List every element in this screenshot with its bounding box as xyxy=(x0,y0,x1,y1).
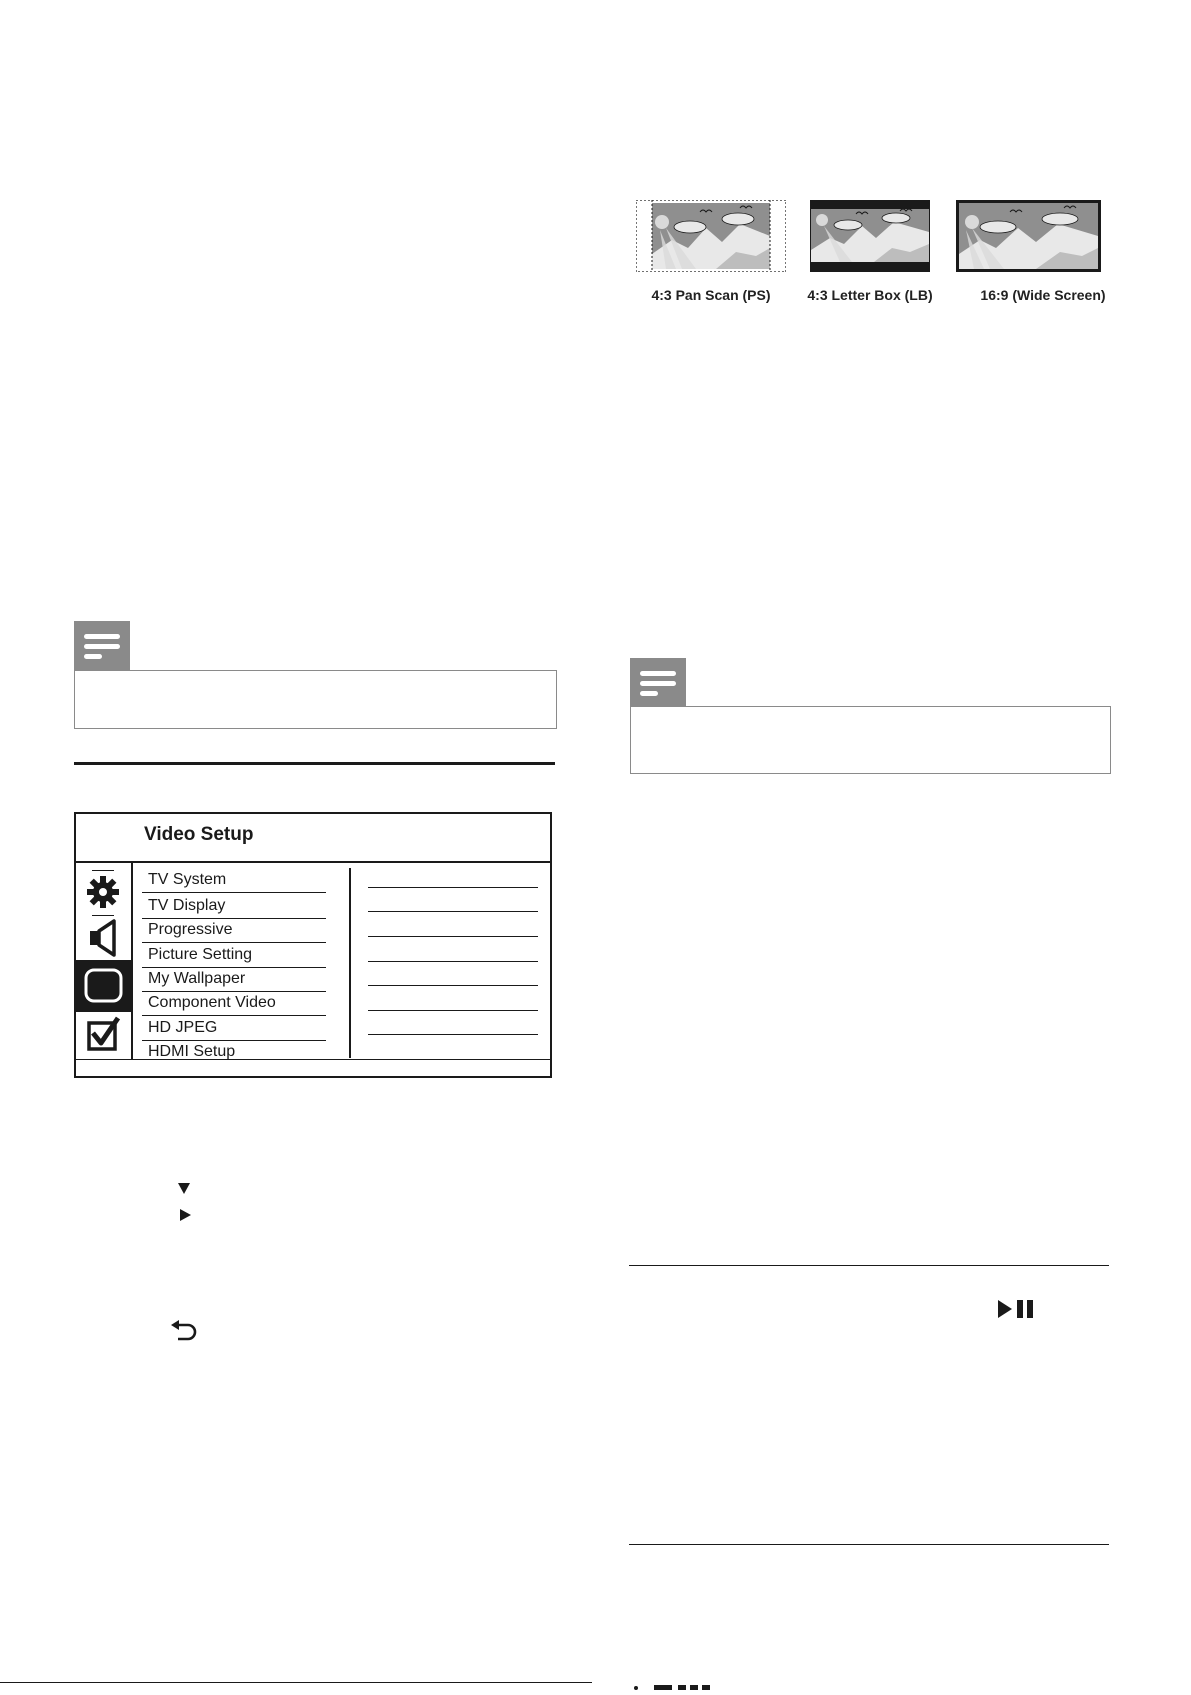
section-rule xyxy=(629,1265,1109,1266)
wide-screen-image xyxy=(956,200,1106,272)
gear-icon[interactable] xyxy=(76,874,131,910)
menu-item-tv-system[interactable] xyxy=(142,869,326,893)
menu-item-label: Progressive xyxy=(148,921,233,938)
back-icon xyxy=(170,1320,198,1347)
down-arrow-icon xyxy=(177,1181,191,1200)
section-rule xyxy=(74,762,555,765)
right-arrow-icon xyxy=(178,1208,192,1227)
checkbox-icon[interactable] xyxy=(76,1014,131,1056)
menu-item-hdmi-setup[interactable] xyxy=(142,1041,326,1065)
note-icon xyxy=(74,621,130,671)
speaker-icon[interactable] xyxy=(76,918,131,958)
menu-divider xyxy=(349,868,351,1058)
letter-box-caption: 4:3 Letter Box (LB) xyxy=(807,287,933,303)
page-footer-rule xyxy=(0,1682,592,1683)
menu-item-picture-setting[interactable] xyxy=(142,944,326,968)
video-icon[interactable] xyxy=(76,960,131,1012)
note-box xyxy=(630,706,1111,774)
video-setup-menu xyxy=(74,812,552,1078)
pan-scan-image xyxy=(636,200,786,272)
menu-item-underline xyxy=(142,892,326,893)
menu-item-label: Component Video xyxy=(148,994,276,1011)
menu-value-line xyxy=(368,1010,538,1011)
wide-screen-caption: 16:9 (Wide Screen) xyxy=(980,287,1106,303)
menu-item-underline xyxy=(142,1015,326,1016)
menu-item-tv-display[interactable] xyxy=(142,895,326,919)
menu-item-component-video[interactable] xyxy=(142,992,326,1016)
menu-item-hd-jpeg[interactable] xyxy=(142,1017,326,1041)
note-box xyxy=(74,670,557,729)
play-pause-icon xyxy=(997,1299,1037,1324)
pan-scan-caption: 4:3 Pan Scan (PS) xyxy=(651,287,771,303)
menu-divider xyxy=(76,861,550,863)
menu-item-label: TV Display xyxy=(148,897,226,914)
menu-value-line xyxy=(368,961,538,962)
menu-item-label: HD JPEG xyxy=(148,1019,218,1036)
menu-item-underline xyxy=(142,942,326,943)
menu-item-label: TV System xyxy=(148,871,227,888)
note-icon xyxy=(630,658,686,708)
menu-divider xyxy=(131,861,133,1059)
sidebar-separator xyxy=(92,870,114,871)
menu-value-line xyxy=(368,985,538,986)
menu-value-line xyxy=(368,911,538,912)
menu-item-progressive[interactable] xyxy=(142,919,326,943)
page-footer-fragment xyxy=(632,1677,752,1685)
section-rule xyxy=(629,1544,1109,1545)
menu-value-line xyxy=(368,1034,538,1035)
menu-item-my-wallpaper[interactable] xyxy=(142,968,326,992)
menu-item-label: HDMI Setup xyxy=(148,1043,236,1060)
menu-value-line xyxy=(368,936,538,937)
menu-item-label: My Wallpaper xyxy=(148,970,246,987)
sidebar-separator xyxy=(92,915,114,916)
menu-title: Video Setup xyxy=(144,824,254,845)
menu-value-line xyxy=(368,887,538,888)
menu-item-label: Picture Setting xyxy=(148,946,253,963)
letter-box-image xyxy=(810,200,960,272)
